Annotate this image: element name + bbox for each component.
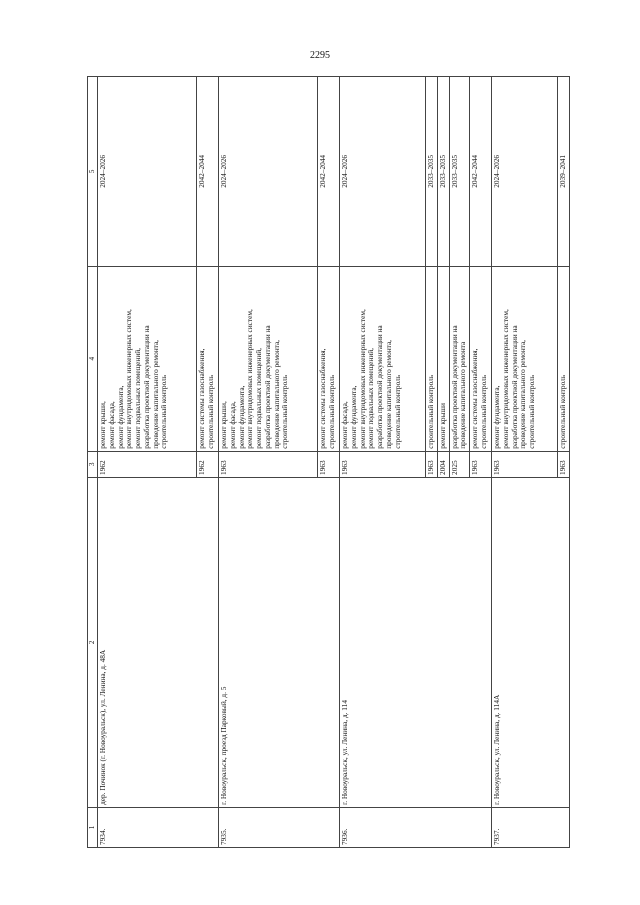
work-item: строительный контроль — [558, 374, 567, 449]
works-cell — [449, 266, 470, 451]
work-item: строительный контроль — [392, 374, 402, 449]
work-item: ремонт фундамента, — [115, 385, 125, 449]
work-item: ремонт крыши — [437, 403, 447, 449]
address-cell: г. Новоуральск, ул. Ленина, д. 114А — [492, 477, 570, 807]
work-item: проведение капитального ремонта — [458, 341, 468, 449]
work-item: разработка проектной документации на — [141, 325, 151, 449]
work-item: проведение капитального ремонта, — [150, 339, 160, 449]
period-cell: 2042–2044 — [318, 77, 340, 267]
header-col-3: 3 — [88, 451, 98, 477]
address-cell: дер. Починок (г. Новоуральск), ул. Ленина, д. 48А — [98, 477, 219, 807]
work-item: строительный контроль — [527, 374, 536, 449]
work-item: ремонт системы газоснабжения, — [318, 348, 327, 449]
work-item: строительный контроль — [478, 374, 488, 449]
year-cell: 1963 — [492, 451, 558, 477]
row-number-cell: 7935. — [219, 807, 340, 847]
work-item: ремонт фасада, — [340, 401, 349, 449]
work-item: строительный контроль — [326, 374, 336, 449]
works-cell — [492, 266, 558, 451]
year-cell: 1963 — [340, 451, 426, 477]
table-body — [98, 77, 570, 848]
header-col-2: 2 — [88, 477, 98, 807]
row-number-cell: 7937. — [492, 807, 570, 847]
work-item: ремонт системы газоснабжения, — [197, 348, 206, 449]
table-row — [340, 77, 426, 848]
work-item: ремонт крыши, — [98, 401, 107, 449]
work-item: проведение капитального ремонта, — [518, 339, 528, 449]
work-item: ремонт подвальных помещений, — [254, 348, 263, 449]
period-cell: 2024–2026 — [219, 77, 318, 267]
year-cell: 1963 — [219, 451, 318, 477]
year-cell: 1963 — [318, 451, 340, 477]
period-cell: 2024–2026 — [98, 77, 197, 267]
period-cell: 2033–2035 — [426, 77, 438, 267]
work-item: проведение капитального ремонта, — [271, 339, 281, 449]
year-cell: 2004 — [437, 451, 449, 477]
year-cell: 2025 — [449, 451, 470, 477]
header-col-5: 5 — [88, 77, 98, 267]
work-item: строительный контроль — [426, 374, 435, 449]
work-item: ремонт системы газоснабжения, — [470, 348, 479, 449]
table-row — [98, 77, 197, 848]
rotated-table-wrapper — [87, 76, 587, 848]
work-item: ремонт крыши, — [219, 401, 228, 449]
header-col-1: 1 — [88, 807, 98, 847]
works-cell — [98, 266, 197, 451]
address-cell: г. Новоуральск, проезд Парковый, д. 5 — [219, 477, 340, 807]
work-item: ремонт внутридомовых инженерных систем, — [357, 309, 367, 449]
works-cell — [318, 266, 340, 451]
period-cell: 2033–2035 — [449, 77, 470, 267]
works-cell — [558, 266, 570, 451]
work-item: ремонт внутридомовых инженерных систем, — [245, 309, 255, 449]
works-cell — [426, 266, 438, 451]
year-cell: 1962 — [98, 451, 197, 477]
period-cell: 2039–2041 — [558, 77, 570, 267]
table-row — [492, 77, 558, 848]
works-cell — [340, 266, 426, 451]
work-item: разработка проектной документации на — [262, 325, 272, 449]
work-item: разработка проектной документации на — [375, 325, 384, 449]
work-item: ремонт фундамента, — [236, 385, 246, 449]
header-col-4: 4 — [88, 266, 98, 451]
work-item: строительный контроль — [205, 374, 215, 449]
header-row — [88, 77, 98, 848]
work-item: ремонт подвальных помещений, — [366, 348, 376, 449]
works-cell — [197, 266, 219, 451]
work-item: ремонт подвальных помещений, — [133, 348, 142, 449]
work-item: ремонт фундамента, — [348, 385, 358, 449]
works-cell — [219, 266, 318, 451]
works-cell — [437, 266, 449, 451]
works-cell — [470, 266, 492, 451]
row-number-cell: 7934. — [98, 807, 219, 847]
year-cell: 1963 — [558, 451, 570, 477]
address-cell: г. Новоуральск, ул. Ленина, д. 114 — [340, 477, 492, 807]
period-cell: 2024–2026 — [340, 77, 426, 267]
work-item: строительный контроль — [159, 374, 169, 449]
work-item: строительный контроль — [280, 374, 290, 449]
period-cell: 2042–2044 — [470, 77, 492, 267]
table-row — [219, 77, 318, 848]
year-cell: 1962 — [197, 451, 219, 477]
work-item: ремонт фундамента, — [492, 385, 501, 449]
work-item: проведение капитального ремонта, — [383, 339, 393, 449]
year-cell: 1963 — [470, 451, 492, 477]
work-item: ремонт фасада, — [227, 401, 237, 449]
work-item: ремонт фасада, — [106, 401, 116, 449]
page-number: 2295 — [310, 50, 330, 61]
work-item: разработка проектной документации на — [509, 325, 519, 449]
year-cell: 1963 — [426, 451, 438, 477]
work-item: разработка проектной документации на — [449, 325, 459, 449]
period-cell: 2024–2026 — [492, 77, 558, 267]
period-cell: 2042–2044 — [197, 77, 219, 267]
row-number-cell: 7936. — [340, 807, 492, 847]
work-item: ремонт внутридомовых инженерных систем, — [500, 309, 510, 449]
period-cell: 2033–2035 — [437, 77, 449, 267]
register-table — [87, 76, 570, 848]
work-item: ремонт внутридомовых инженерных систем, — [124, 309, 134, 449]
